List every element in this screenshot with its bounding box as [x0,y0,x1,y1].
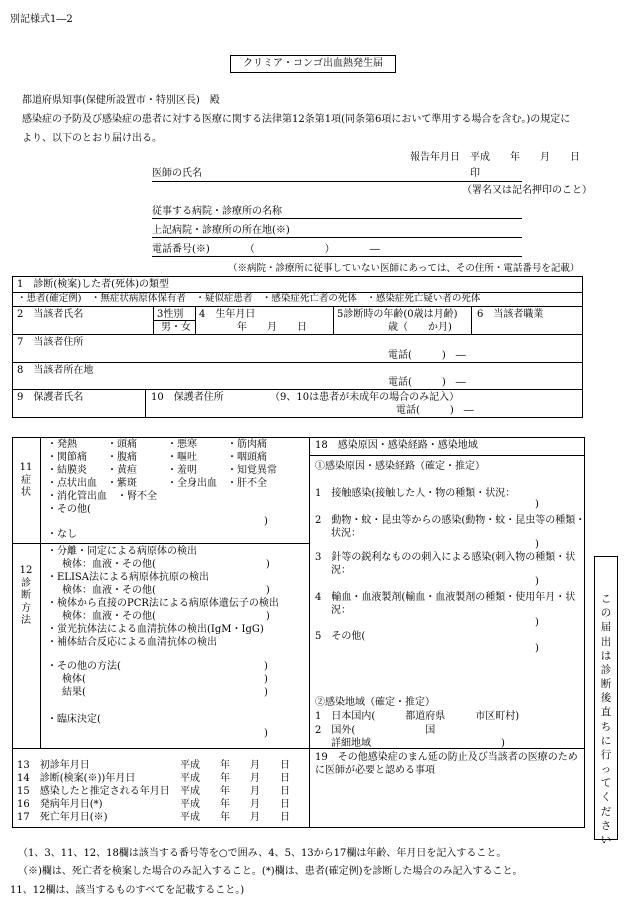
form-title: クリミア・コンゴ出血熱発生届 [243,58,383,69]
route-3: 3 針等の鋭利なものの刺入による感染(刺入物の種類・状 [315,552,576,563]
route-4-cont: 況： [331,605,351,616]
diag-row-2: 検体：血液・その他( ) [62,559,270,570]
form-id: 別記様式1―2 [10,14,73,25]
addressee: 都道府県知事(保健所設置市・特別区長) 殿 [22,95,220,106]
route-3-cont: 況： [331,565,351,576]
date-16-label: 16 発病年月日(*) [17,799,103,810]
doctor-name-line [152,181,522,182]
age-label: 5診断時の年齢(0歳は月齢) [337,309,458,320]
phone-line [152,256,522,257]
route-4: 4 輸血・血液製剤(輸血・血液製剤の種類・使用年月・状 [315,592,576,603]
symptom-other: ・その他( [47,504,91,515]
intro-line-1: 感染症の予防及び感染症の患者に対する医療に関する法律第12条第1項(同条第6項において準用する場合を含む。)の規定に [22,114,571,125]
doctor-name-label: 医師の氏名 [152,168,202,179]
guardian-phone: 電話( ) ― [396,405,474,416]
route-5: 5 その他( [315,631,366,642]
guardian-address-label: 10 保護者住所 [151,392,224,403]
side-note: この届出は診断後直ちに行ってください [600,593,612,846]
diag-specimen: 検体( [62,674,86,685]
region-header: ②感染地域（確定・推定） [315,697,435,708]
sec19-line2: に医師が必要と認める事項 [315,765,435,776]
date-17-value: 平成 年 月 日 [180,812,290,823]
diag-row-3: ・ELISA法による病原体抗原の検出 [47,572,209,583]
diag-row-8: ・補体結合反応による血清抗体の検出 [47,637,217,648]
date-15-label: 15 感染したと推定される年月日 [17,786,170,797]
diag-other-method: ・その他の方法( [47,661,121,672]
route-header: ①感染原因・感染経路（確定・推定） [315,461,485,472]
route-1: 1 接触感染(接触した人・物の種類・状況： [315,488,516,499]
location-label: 8 当該者所在地 [17,365,94,376]
guardian-name-label: 9 保護者氏名 [17,392,84,403]
hospital-name-label: 従事する病院・診療所の名称 [152,206,282,217]
birth-label: 4 生年月日 [199,309,256,320]
sex-values: 男・女 [161,322,191,333]
symptom-other-close: ) [264,516,268,527]
symptom-row-5: ・消化管出血 ・腎不全 [47,491,157,502]
seal-mark: 印 [470,168,480,179]
symptom-none: ・なし [47,529,77,540]
date-13-label: 13 初診年月日 [17,760,90,771]
date-16-value: 平成 年 月 日 [180,799,290,810]
route-2: 2 動物・蚊・昆虫等からの感染(動物・蚊・昆虫等の種類・ [315,515,586,526]
footnote-1: （1、3、11、12、18欄は該当する番号等を○で囲み、4、5、13から17欄は年齢、年月日を記入すること。 [18,848,507,859]
report-date: 報告年月日 平成 年 月 日 [410,152,580,163]
region-overseas: 2 国外( 国 [315,725,436,736]
route-2-cont: 状況： [331,528,361,539]
diag-row-5: ・検体から直接のPCR法による病原体遺伝子の検出 [47,598,279,609]
guardian-note: （9、10は患者が未成年の場合のみ記入） [270,392,460,403]
location-phone: 電話( ) ― [388,377,466,388]
diag-clinical: ・臨床決定( [47,714,101,725]
diag-row-4: 検体：血液・その他( ) [62,585,270,596]
diag-row-7: ・蛍光抗体法による血清抗体の検出(IgM・IgG) [47,624,264,635]
address-label: 7 当該者住所 [17,337,84,348]
address-phone: 電話( ) ― [388,350,466,361]
sec11-label: 11 症 状 [19,462,33,498]
date-17-label: 17 死亡年月日(※) [17,812,108,823]
date-14-value: 平成 年 月 日 [180,773,290,784]
date-13-value: 平成 年 月 日 [180,760,290,771]
footnote-3: 11、12欄は、該当するものすべてを記載すること。) [10,885,245,896]
footnote-2: （※)欄は、死亡者を検案した場合のみ記入すること。(*)欄は、患者(確定例)を診断した場合のみ記入すること。 [18,866,523,877]
symptom-row-2: ・関節痛 ・腹痛 ・嘔吐 ・咽頭痛 [47,452,267,463]
symptom-row-4: ・点状出血 ・紫斑 ・全身出血 ・肝不全 [47,478,267,489]
intro-line-2: より、以下のとおり届け出る。 [22,133,162,144]
phone-label: 電話番号(※) （ ） ― [152,244,380,255]
age-values: 歳（ か月) [388,322,452,333]
patient-name-label: 2 当該者氏名 [17,309,84,320]
sec1-label: 1 診断(検案)した者(死体)の類型 [17,279,169,290]
signature-note: （署名又は記名押印のこと） [462,185,592,196]
diag-clinical-close: ) [264,728,268,739]
sec18-label: 18 感染原因・感染経路・感染地域 [315,440,478,451]
hospital-name-line [152,218,522,219]
date-14-label: 14 診断(検案(※))年月日 [17,773,136,784]
symptom-row-3: ・結膜炎 ・黄疸 ・羞明 ・知覚異常 [47,465,277,476]
hospital-address-line [152,237,522,238]
job-label: 6 当該者職業 [477,309,544,320]
diag-row-1: ・分離・同定による病原体の検出 [47,546,197,557]
phone-note: （※病院・診療所に従事していない医師にあっては、その住所・電話番号を記載） [228,263,580,274]
diag-row-6: 検体：血液・その他( ) [62,611,270,622]
sec12-label: 12 診 断 方 法 [19,565,33,626]
route-5-close: ) [535,643,539,654]
birth-values: 年 月 日 [237,322,307,333]
hospital-address-label: 上記病院・診療所の所在地(※) [152,225,290,236]
sex-label: 3性別 [157,309,184,320]
sec1-options: ・患者(確定例) ・無症状病原体保有者 ・疑似症患者 ・感染症死亡者の死体 ・感染症死亡疑い者の死体 [17,293,481,304]
symptom-row-1: ・発熱 ・頭痛 ・悪寒 ・筋肉痛 [47,439,267,450]
diag-result: 結果( [62,687,86,698]
date-15-value: 平成 年 月 日 [180,786,290,797]
sec19-line1: 19 その他感染症のまん延の防止及び当該者の医療のため [315,752,578,763]
region-detail: 詳細地域 ) [331,738,505,749]
region-domestic: 1 日本国内( 都道府県 市区町村) [315,711,520,722]
